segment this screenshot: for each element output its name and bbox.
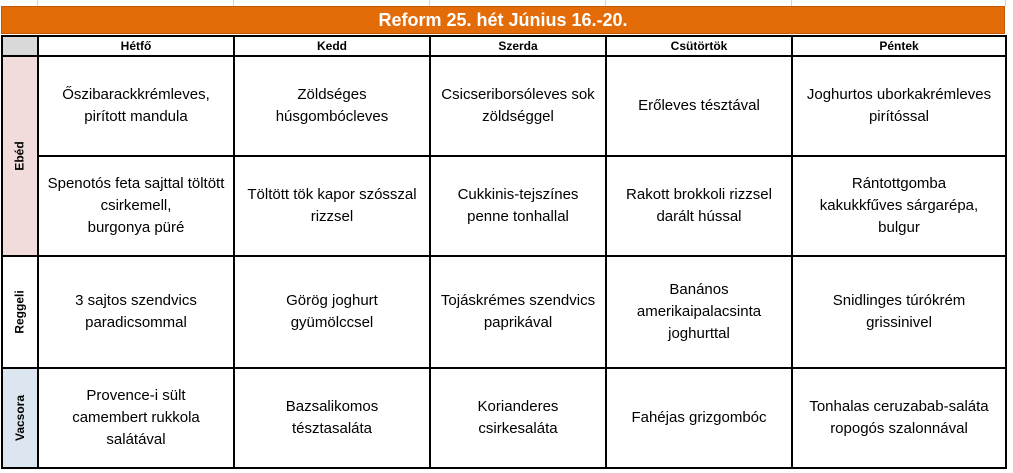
meal-cell-dinner-tuesday[interactable]: Bazsalikomos tésztasaláta bbox=[235, 369, 431, 469]
section-label-dinner[interactable] bbox=[3, 369, 39, 469]
meal-cell-lunch-1-friday[interactable]: Joghurtos uborkakrémleves pirítóssal bbox=[793, 57, 1007, 157]
day-header-friday[interactable]: Péntek bbox=[793, 37, 1007, 57]
meal-cell-dinner-friday[interactable]: Tonhalas ceruzabab-saláta ropogós szalonnával bbox=[793, 369, 1007, 469]
meal-cell-lunch-2-friday[interactable]: Rántottgomba kakukkfűves sárgarépa, bulgur bbox=[793, 157, 1007, 257]
meal-cell-breakfast-thursday[interactable]: Banános amerikaipalacsinta joghurttal bbox=[607, 257, 793, 369]
section-label-lunch[interactable] bbox=[3, 57, 39, 257]
menu-title[interactable]: Reform 25. hét Június 16.-20. bbox=[1, 6, 1005, 34]
meal-cell-lunch-2-wednesday[interactable]: Cukkinis-tejszínes penne tonhallal bbox=[431, 157, 607, 257]
day-header-tuesday[interactable]: Kedd bbox=[235, 37, 431, 57]
day-header-monday[interactable]: Hétfő bbox=[39, 37, 235, 57]
section-label-dinner-text: Vacsora bbox=[13, 394, 28, 442]
meal-cell-lunch-2-thursday[interactable]: Rakott brokkoli rizzsel darált hússal bbox=[607, 157, 793, 257]
meal-cell-lunch-1-tuesday[interactable]: Zöldséges húsgombócleves bbox=[235, 57, 431, 157]
meal-cell-breakfast-monday[interactable]: 3 sajtos szendvics paradicsommal bbox=[39, 257, 235, 369]
meal-cell-lunch-1-wednesday[interactable]: Csicseriborsóleves sok zöldséggel bbox=[431, 57, 607, 157]
section-label-breakfast-text: Reggeli bbox=[13, 290, 27, 334]
corner-cell[interactable] bbox=[3, 37, 39, 57]
meal-cell-breakfast-wednesday[interactable]: Tojáskrémes szendvics paprikával bbox=[431, 257, 607, 369]
day-header-thursday[interactable]: Csütörtök bbox=[607, 37, 793, 57]
meal-cell-dinner-monday[interactable]: Provence-i sült camembert rukkola salátával bbox=[39, 369, 235, 469]
meal-cell-breakfast-tuesday[interactable]: Görög joghurt gyümölccsel bbox=[235, 257, 431, 369]
meal-cell-lunch-1-thursday[interactable]: Erőleves tésztával bbox=[607, 57, 793, 157]
section-label-breakfast[interactable] bbox=[3, 257, 39, 369]
gridline bbox=[1005, 0, 1006, 6]
day-header-wednesday[interactable]: Szerda bbox=[431, 37, 607, 57]
meal-cell-dinner-wednesday[interactable]: Korianderes csirkesaláta bbox=[431, 369, 607, 469]
section-label-lunch-text: Ebéd bbox=[13, 141, 27, 171]
meal-cell-lunch-2-tuesday[interactable]: Töltött tök kapor szósszal rizzsel bbox=[235, 157, 431, 257]
meal-cell-breakfast-friday[interactable]: Snidlinges túrókrém grissinivel bbox=[793, 257, 1007, 369]
meal-cell-lunch-2-monday[interactable]: Spenotós feta sajttal töltött csirkemell, burgonya püré bbox=[39, 157, 235, 257]
meal-cell-dinner-thursday[interactable]: Fahéjas grizgombóc bbox=[607, 369, 793, 469]
menu-grid bbox=[1, 35, 1007, 469]
meal-cell-lunch-1-monday[interactable]: Őszibarackkrémleves, pirított mandula bbox=[39, 57, 235, 157]
